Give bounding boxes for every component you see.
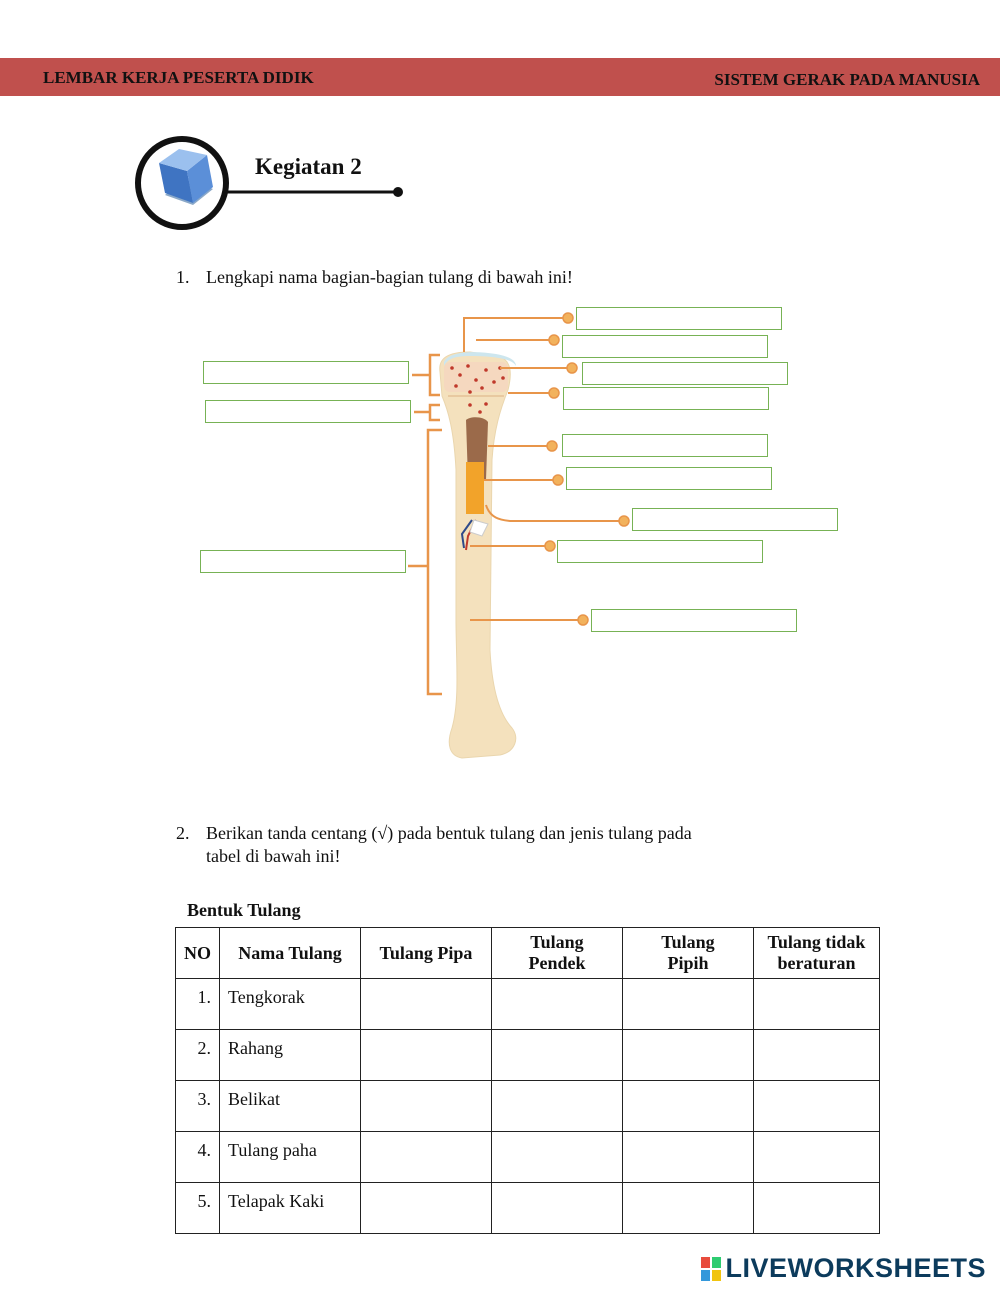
header-no: NO xyxy=(176,928,220,979)
header-pipih-2: Pipih xyxy=(667,953,709,973)
row-no: 4. xyxy=(176,1132,220,1183)
check-cell-tidak-beraturan[interactable] xyxy=(754,1183,880,1234)
check-cell-pendek[interactable] xyxy=(492,1132,623,1183)
check-cell-pipih[interactable] xyxy=(623,1132,754,1183)
check-cell-pendek[interactable] xyxy=(492,1030,623,1081)
table-caption: Bentuk Tulang xyxy=(187,900,301,920)
check-cell-pipih[interactable] xyxy=(623,1081,754,1132)
check-cell-pipa[interactable] xyxy=(361,1183,492,1234)
question-2-line-2: tabel di bawah ini! xyxy=(206,846,341,866)
answer-box-3[interactable] xyxy=(582,362,788,385)
bone-shape-table xyxy=(175,927,880,1234)
row-no: 2. xyxy=(176,1030,220,1081)
header-pipih-1: Tulang xyxy=(661,932,715,952)
row-no: 5. xyxy=(176,1183,220,1234)
answer-box-4[interactable] xyxy=(563,387,769,410)
check-cell-pipa[interactable] xyxy=(361,1081,492,1132)
question-1-text: Lengkapi nama bagian-bagian tulang di bawah ini! xyxy=(206,267,573,287)
check-cell-tidak-beraturan[interactable] xyxy=(754,1081,880,1132)
check-cell-tidak-beraturan[interactable] xyxy=(754,979,880,1030)
row-name: Tulang paha xyxy=(220,1132,361,1183)
answer-box-2[interactable] xyxy=(562,335,768,358)
header-tidak-2: beraturan xyxy=(777,953,856,973)
header-tidak-1: Tulang tidak xyxy=(767,932,866,952)
check-cell-pipih[interactable] xyxy=(623,979,754,1030)
worksheet-title: LEMBAR KERJA PESERTA DIDIK xyxy=(43,68,314,87)
row-no: 1. xyxy=(176,979,220,1030)
answer-box-5[interactable] xyxy=(562,434,768,457)
answer-box-7[interactable] xyxy=(632,508,838,531)
answer-box-1[interactable] xyxy=(576,307,782,330)
check-cell-pipih[interactable] xyxy=(623,1030,754,1081)
table-row xyxy=(176,1132,880,1183)
topic-title: SISTEM GERAK PADA MANUSIA xyxy=(714,70,980,89)
header-pipih xyxy=(623,928,754,979)
question-2 xyxy=(176,822,776,870)
header-pipa: Tulang Pipa xyxy=(361,928,492,979)
table-row xyxy=(176,1183,880,1234)
answer-box-12[interactable] xyxy=(200,550,406,573)
check-cell-pipih[interactable] xyxy=(623,1183,754,1234)
check-cell-pipa[interactable] xyxy=(361,1132,492,1183)
activity-title: Kegiatan 2 xyxy=(255,154,362,179)
answer-box-8[interactable] xyxy=(557,540,763,563)
check-cell-tidak-beraturan[interactable] xyxy=(754,1132,880,1183)
table-row xyxy=(176,1081,880,1132)
row-name: Tengkorak xyxy=(220,979,361,1030)
check-cell-tidak-beraturan[interactable] xyxy=(754,1030,880,1081)
header-pendek-1: Tulang xyxy=(530,932,584,952)
table-row xyxy=(176,1030,880,1081)
liveworksheets-brand[interactable] xyxy=(701,1253,986,1284)
table-header-row xyxy=(176,928,880,979)
header-tidak-beraturan xyxy=(754,928,880,979)
check-cell-pipa[interactable] xyxy=(361,979,492,1030)
row-name: Belikat xyxy=(220,1081,361,1132)
table-row xyxy=(176,979,880,1030)
check-cell-pendek[interactable] xyxy=(492,979,623,1030)
check-cell-pendek[interactable] xyxy=(492,1183,623,1234)
question-2-number: 2. xyxy=(176,823,190,843)
header-pendek xyxy=(492,928,623,979)
row-name: Telapak Kaki xyxy=(220,1183,361,1234)
question-1-number: 1. xyxy=(176,267,190,287)
answer-box-6[interactable] xyxy=(566,467,772,490)
row-no: 3. xyxy=(176,1081,220,1132)
answer-box-11[interactable] xyxy=(205,400,411,423)
header-name: Nama Tulang xyxy=(220,928,361,979)
brand-name: LIVEWORKSHEETS xyxy=(725,1253,986,1283)
header-pendek-2: Pendek xyxy=(528,953,586,973)
check-cell-pipa[interactable] xyxy=(361,1030,492,1081)
row-name: Rahang xyxy=(220,1030,361,1081)
answer-box-9[interactable] xyxy=(591,609,797,632)
answer-box-10[interactable] xyxy=(203,361,409,384)
check-cell-pendek[interactable] xyxy=(492,1081,623,1132)
liveworksheets-logo-icon xyxy=(701,1257,721,1281)
question-2-line-1: Berikan tanda centang (√) pada bentuk tulang dan jenis tulang pada xyxy=(206,823,692,843)
